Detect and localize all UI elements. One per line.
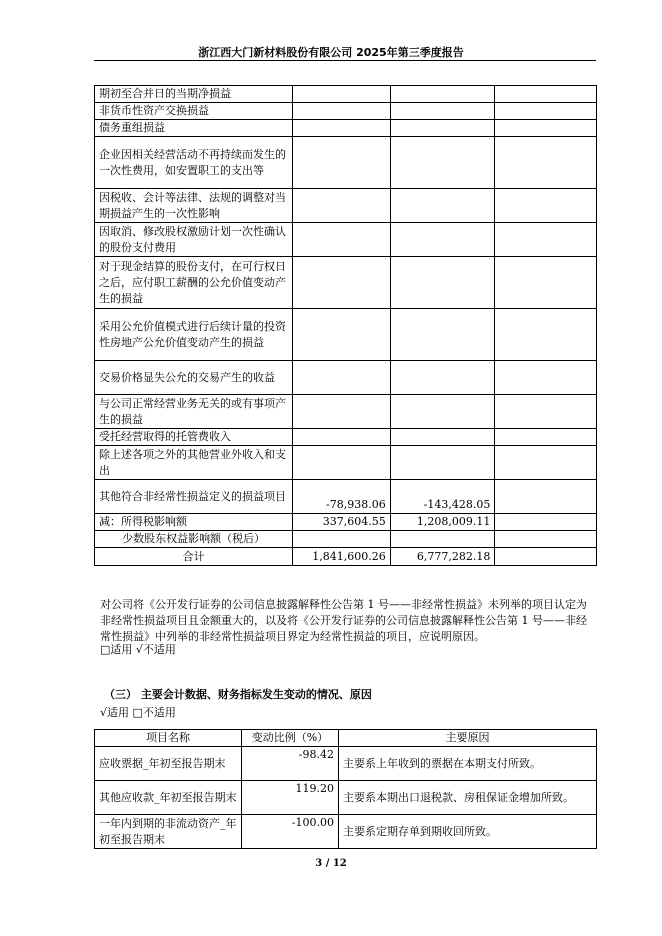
row-label: 受托经营取得的托管费收入 [95,429,293,446]
row-label: 与公司正常经营业务无关的或有事项产生的损益 [95,395,293,429]
table-row [95,120,597,137]
value-current-period [293,531,391,548]
value-note [495,223,597,257]
change-analysis-table [94,729,597,849]
header-main-reason: 主要原因 [339,730,597,747]
value-note [495,514,597,531]
value-current-period [293,137,391,189]
section-title: （三） 主要会计数据、财务指标发生变动的情况、原因 [104,688,372,701]
value-year-to-date [390,103,495,120]
change-ratio: -98.42 [242,747,339,781]
value-year-to-date [390,395,495,429]
value-year-to-date [390,361,495,395]
row-label: 少数股东权益影响额（税后） [95,531,293,548]
value-note [495,120,597,137]
value-current-period [293,257,391,309]
value-note [495,137,597,189]
table-header-row [95,730,597,747]
value-current-period [293,446,391,480]
note-applicability: □适用 √不适用 [100,643,176,656]
value-year-to-date [390,309,495,361]
row-label: 其他符合非经常性损益定义的损益项目 [95,480,293,514]
table-row [95,257,597,309]
change-ratio: 119.20 [242,781,339,815]
table-row [95,480,597,514]
row-label: 合计 [95,548,293,566]
value-current-period: -78,938.06 [293,480,391,514]
value-current-period: 1,841,600.26 [293,548,391,566]
row-label: 企业因相关经营活动不再持续而发生的一次性费用，如安置职工的支出等 [95,137,293,189]
value-note [495,189,597,223]
table-row [95,429,597,446]
value-note [495,548,597,566]
change-ratio: -100.00 [242,815,339,849]
value-note [495,103,597,120]
value-note [495,480,597,514]
value-note [495,257,597,309]
value-current-period [293,120,391,137]
value-year-to-date [390,86,495,103]
table-row [95,189,597,223]
value-current-period [293,86,391,103]
item-name: 一年内到期的非流动资产_年初至报告期末 [95,815,242,849]
value-year-to-date: 6,777,282.18 [390,548,495,566]
value-year-to-date [390,120,495,137]
value-year-to-date: -143,428.05 [390,480,495,514]
table-row [95,446,597,480]
value-year-to-date [390,429,495,446]
value-year-to-date [390,137,495,189]
row-label: 因取消、修改股权激励计划一次性确认的股份支付费用 [95,223,293,257]
table-row [95,309,597,361]
value-year-to-date [390,223,495,257]
value-current-period [293,223,391,257]
value-note [495,429,597,446]
table-row [95,137,597,189]
table-row [95,531,597,548]
main-reason: 主要系本期出口退税款、房租保证金增加所致。 [339,781,597,815]
row-label: 对于现金结算的股份支付，在可行权日之后，应付职工薪酬的公允价值变动产生的损益 [95,257,293,309]
section-applicability: √适用 □不适用 [100,706,176,719]
value-current-period [293,361,391,395]
value-note [495,361,597,395]
table-row [95,395,597,429]
report-header: 浙江西大门新材料股份有限公司 2025年第三季度报告 [198,46,464,59]
value-year-to-date [390,446,495,480]
table-row [95,514,597,531]
value-current-period: 337,604.55 [293,514,391,531]
value-current-period [293,429,391,446]
row-label: 债务重组损益 [95,120,293,137]
header-divider [94,60,596,61]
row-label: 非货币性资产交换损益 [95,103,293,120]
non-recurring-gains-table [94,85,597,566]
value-year-to-date [390,531,495,548]
value-note [495,86,597,103]
value-year-to-date: 1,208,009.11 [390,514,495,531]
value-year-to-date [390,257,495,309]
row-label: 交易价格显失公允的交易产生的收益 [95,361,293,395]
main-reason: 主要系上年收到的票据在本期支付所致。 [339,747,597,781]
row-label: 期初至合并日的当期净损益 [95,86,293,103]
value-note [495,531,597,548]
row-label: 除上述各项之外的其他营业外收入和支出 [95,446,293,480]
table-row [95,361,597,395]
value-current-period [293,103,391,120]
table-row [95,781,597,815]
row-label: 采用公允价值模式进行后续计量的投资性房地产公允价值变动产生的损益 [95,309,293,361]
value-note [495,395,597,429]
main-reason: 主要系定期存单到期收回所致。 [339,815,597,849]
value-current-period [293,309,391,361]
value-note [495,309,597,361]
value-note [495,446,597,480]
value-current-period [293,395,391,429]
row-label: 减：所得税影响额 [95,514,293,531]
table-row [95,747,597,781]
table-row [95,548,597,566]
table-row [95,86,597,103]
page-number: 3 / 12 [315,858,347,869]
value-year-to-date [390,189,495,223]
value-current-period [293,189,391,223]
item-name: 应收票据_年初至报告期末 [95,747,242,781]
table-row [95,103,597,120]
header-item-name: 项目名称 [95,730,242,747]
header-change-ratio: 变动比例（%） [242,730,339,747]
table-row [95,223,597,257]
item-name: 其他应收款_年初至报告期末 [95,781,242,815]
row-label: 因税收、会计等法律、法规的调整对当期损益产生的一次性影响 [95,189,293,223]
table-row [95,815,597,849]
note-paragraph: 对公司将《公开发行证券的公司信息披露解释性公告第 1 号——非经常性损益》未列举的项目认定为非经常性损益项目且金额重大的，以及将《公开发行证券的公司信息披露解释性公告第 1 号——非经常性损益》中列举的非经常性损益项目界定为经常性损益的项目，应说明原因。 [100,598,587,643]
